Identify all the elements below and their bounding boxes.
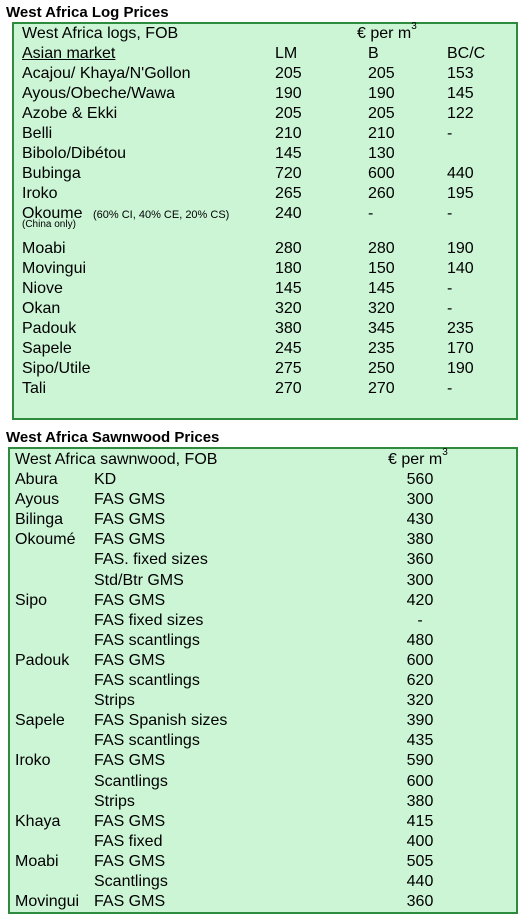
sawnwood-unit-sup: 3 (442, 447, 448, 458)
log-price-b: 280 (368, 240, 395, 257)
log-price-b: 270 (368, 380, 395, 397)
log-species-name: Bubinga (22, 165, 81, 182)
log-price-lm: 245 (275, 340, 302, 357)
sawnwood-grade: KD (94, 471, 117, 488)
log-species-name: Bibolo/Dibétou (22, 145, 127, 162)
sawnwood-grade: Scantlings (94, 772, 168, 790)
column-header-bc: BC/C (447, 45, 486, 62)
log-price-b: 250 (368, 360, 395, 377)
log-price-lm: 190 (275, 85, 302, 102)
log-price-b: 190 (368, 85, 395, 102)
log-price-bc: 190 (447, 240, 474, 257)
log-price-bc: - (447, 380, 453, 397)
log-price-b: 130 (368, 145, 395, 162)
sawnwood-grade: Strips (94, 792, 135, 810)
log-species-name: Okoume (22, 205, 83, 222)
log-species-name: Azobe & Ekki (22, 105, 118, 122)
log-price-b: - (368, 205, 374, 222)
sawnwood-species-name: Ayous (15, 491, 60, 509)
log-price-bc: 170 (447, 340, 474, 357)
sawnwood-species-name: Khaya (15, 812, 61, 830)
sawnwood-grade: FAS GMS (94, 511, 166, 529)
log-price-lm: 320 (275, 300, 302, 317)
sawnwood-price: 420 (406, 591, 434, 609)
sawnwood-table-title: West Africa sawnwood, FOB (15, 451, 218, 468)
sawnwood-grade: FAS. fixed sizes (94, 551, 208, 569)
log-species-name: Padouk (22, 320, 77, 337)
sawnwood-species-name: Padouk (15, 651, 70, 669)
sawnwood-price: 435 (406, 732, 434, 750)
okoume-note: (60% CI, 40% CE, 20% CS) (93, 209, 230, 221)
log-price-b: 150 (368, 260, 395, 277)
sawnwood-grade: FAS scantlings (94, 631, 200, 649)
log-price-b: 345 (368, 320, 395, 337)
sawnwood-price: 600 (406, 772, 434, 790)
log-price-lm: 265 (275, 185, 302, 202)
sawnwood-species-name: Moabi (15, 852, 59, 870)
log-price-lm: 145 (275, 280, 302, 297)
log-price-bc: - (447, 300, 453, 317)
sawnwood-price: 300 (406, 571, 434, 589)
log-price-bc: 440 (447, 165, 474, 182)
sawnwood-grade: Std/Btr GMS (94, 571, 184, 589)
sawnwood-grade: FAS fixed sizes (94, 611, 204, 629)
log-price-lm: 180 (275, 260, 302, 277)
log-species-name: Ayous/Obeche/Wawa (22, 85, 175, 102)
log-price-b: 600 (368, 165, 395, 182)
sawnwood-grade: FAS GMS (94, 591, 166, 609)
log-species-name: Iroko (22, 185, 58, 202)
sawnwood-prices-heading: West Africa Sawnwood Prices (6, 429, 220, 446)
okoume-sub-note: (China only) (22, 219, 76, 230)
log-price-lm: 275 (275, 360, 302, 377)
log-price-bc: 122 (447, 105, 474, 122)
column-header-lm: LM (275, 45, 298, 62)
asian-market-label: Asian market (22, 45, 116, 62)
log-species-name: Tali (22, 380, 47, 397)
sawnwood-species-name: Bilinga (15, 511, 64, 529)
sawnwood-price: 590 (406, 752, 434, 770)
sawnwood-species-name: Sapele (15, 712, 65, 730)
sawnwood-grade: Strips (94, 692, 135, 710)
sawnwood-grade: FAS GMS (94, 852, 166, 870)
sawnwood-price: 430 (406, 511, 434, 529)
log-price-bc: 140 (447, 260, 474, 277)
log-species-name: Movingui (22, 260, 87, 277)
log-price-bc: - (447, 125, 453, 142)
sawnwood-grade: Scantlings (94, 873, 168, 890)
sawnwood-price: 620 (406, 672, 434, 689)
sawnwood-grade: FAS Spanish sizes (94, 712, 228, 730)
sawnwood-species-name: Sipo (15, 591, 48, 609)
sawnwood-price: 600 (406, 651, 434, 669)
log-price-lm: 720 (275, 165, 302, 182)
log-price-b: 210 (368, 125, 395, 142)
log-price-lm: 205 (275, 65, 302, 82)
log-species-name: Sipo/Utile (22, 360, 91, 377)
log-price-b: 205 (368, 105, 395, 122)
column-header-b: B (368, 45, 379, 62)
log-price-lm: 205 (275, 105, 302, 122)
sawnwood-price: 360 (406, 551, 434, 569)
sawnwood-unit-text: € per m (388, 451, 443, 468)
sawnwood-price: 560 (406, 471, 434, 488)
log-price-bc: 145 (447, 85, 474, 102)
sawnwood-grade: FAS fixed (94, 832, 163, 850)
log-price-bc: 195 (447, 185, 474, 202)
sawnwood-price: 440 (406, 873, 434, 890)
log-price-b: 145 (368, 280, 395, 297)
sawnwood-price: 505 (406, 852, 434, 870)
sawnwood-price: 480 (406, 631, 434, 649)
sawnwood-price: 320 (406, 692, 434, 710)
log-species-name: Sapele (22, 340, 72, 357)
sawnwood-price: 415 (406, 812, 434, 830)
log-price-bc: - (447, 280, 453, 297)
sawnwood-species-name: Okoumé (15, 531, 76, 549)
sawnwood-grade: FAS scantlings (94, 672, 200, 689)
log-price-bc: 235 (447, 320, 474, 337)
log-species-name: Acajou/ Khaya/N'Gollon (22, 65, 191, 82)
log-price-lm: 270 (275, 380, 302, 397)
sawnwood-grade: FAS scantlings (94, 732, 200, 750)
sawnwood-price: - (417, 611, 423, 629)
sawnwood-grade: FAS GMS (94, 893, 166, 911)
log-prices-heading: West Africa Log Prices (6, 4, 169, 21)
log-unit-header (357, 21, 417, 44)
log-price-lm: 280 (275, 240, 302, 257)
log-price-b: 235 (368, 340, 395, 357)
log-species-name: Okan (22, 300, 61, 317)
log-species-name: Moabi (22, 240, 66, 257)
log-price-lm: 240 (275, 205, 302, 222)
log-price-b: 205 (368, 65, 395, 82)
log-species-name: Belli (22, 125, 53, 142)
sawnwood-price: 400 (406, 832, 434, 850)
sawnwood-price: 390 (406, 712, 434, 730)
log-unit-sup: 3 (411, 21, 417, 32)
log-price-bc: 190 (447, 360, 474, 377)
log-unit-text: € per m (357, 25, 412, 42)
sawnwood-price: 300 (406, 491, 434, 509)
sawnwood-price: 380 (406, 531, 434, 549)
log-price-lm: 210 (275, 125, 302, 142)
log-price-lm: 380 (275, 320, 302, 337)
sawnwood-species-name: Iroko (15, 752, 51, 770)
log-price-b: 260 (368, 185, 395, 202)
sawnwood-price: 360 (406, 893, 434, 911)
sawnwood-grade: FAS GMS (94, 531, 166, 549)
sawnwood-grade: FAS GMS (94, 812, 166, 830)
sawnwood-species-name: Movingui (15, 893, 80, 911)
sawnwood-grade: FAS GMS (94, 752, 166, 770)
sawnwood-unit-header (388, 447, 448, 470)
log-price-lm: 145 (275, 145, 302, 162)
log-price-bc: 153 (447, 65, 474, 82)
log-price-b: 320 (368, 300, 395, 317)
sawnwood-grade: FAS GMS (94, 651, 166, 669)
sawnwood-grade: FAS GMS (94, 491, 166, 509)
sawnwood-price: 380 (406, 792, 434, 810)
log-price-bc: - (447, 205, 453, 222)
log-table-title: West Africa logs, FOB (22, 25, 179, 42)
log-species-name: Niove (22, 280, 63, 297)
sawnwood-species-name: Abura (15, 471, 58, 488)
